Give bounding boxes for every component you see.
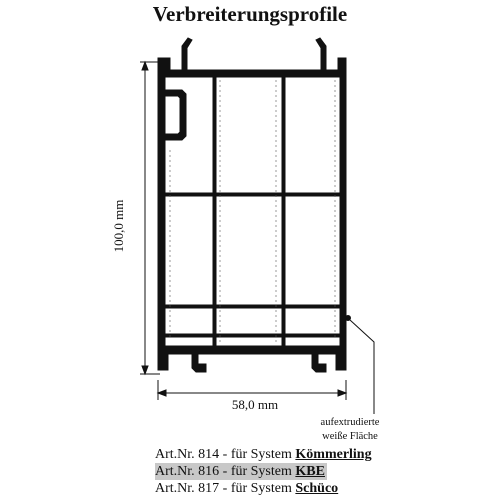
article-line-816 [155,463,475,480]
surface-note-line2: weiße Fläche [322,431,378,442]
system-brand: KBE [295,464,325,479]
article-line-817 [155,480,475,497]
article-text [155,481,338,496]
article-list [155,446,475,497]
height-dimension [140,62,160,374]
profile-cross-section [158,38,346,372]
system-brand: Kömmerling [295,447,372,462]
note-leader [346,316,375,415]
article-line-814 [155,446,475,463]
article-text [155,447,372,462]
width-label: 58,0 mm [231,397,279,412]
surface-note [300,416,400,444]
surface-note-line1: aufextrudierte [320,417,380,428]
article-prefix: Art.Nr. 814 - für System [155,447,296,462]
article-prefix: Art.Nr. 816 - für System [155,464,296,479]
article-text-highlighted [155,463,327,480]
height-label: 100,0 mm [111,199,126,253]
system-brand: Schüco [295,481,339,496]
diagram-title: Verbreiterungsprofile [152,2,348,26]
article-prefix: Art.Nr. 817 - für System [155,481,296,496]
